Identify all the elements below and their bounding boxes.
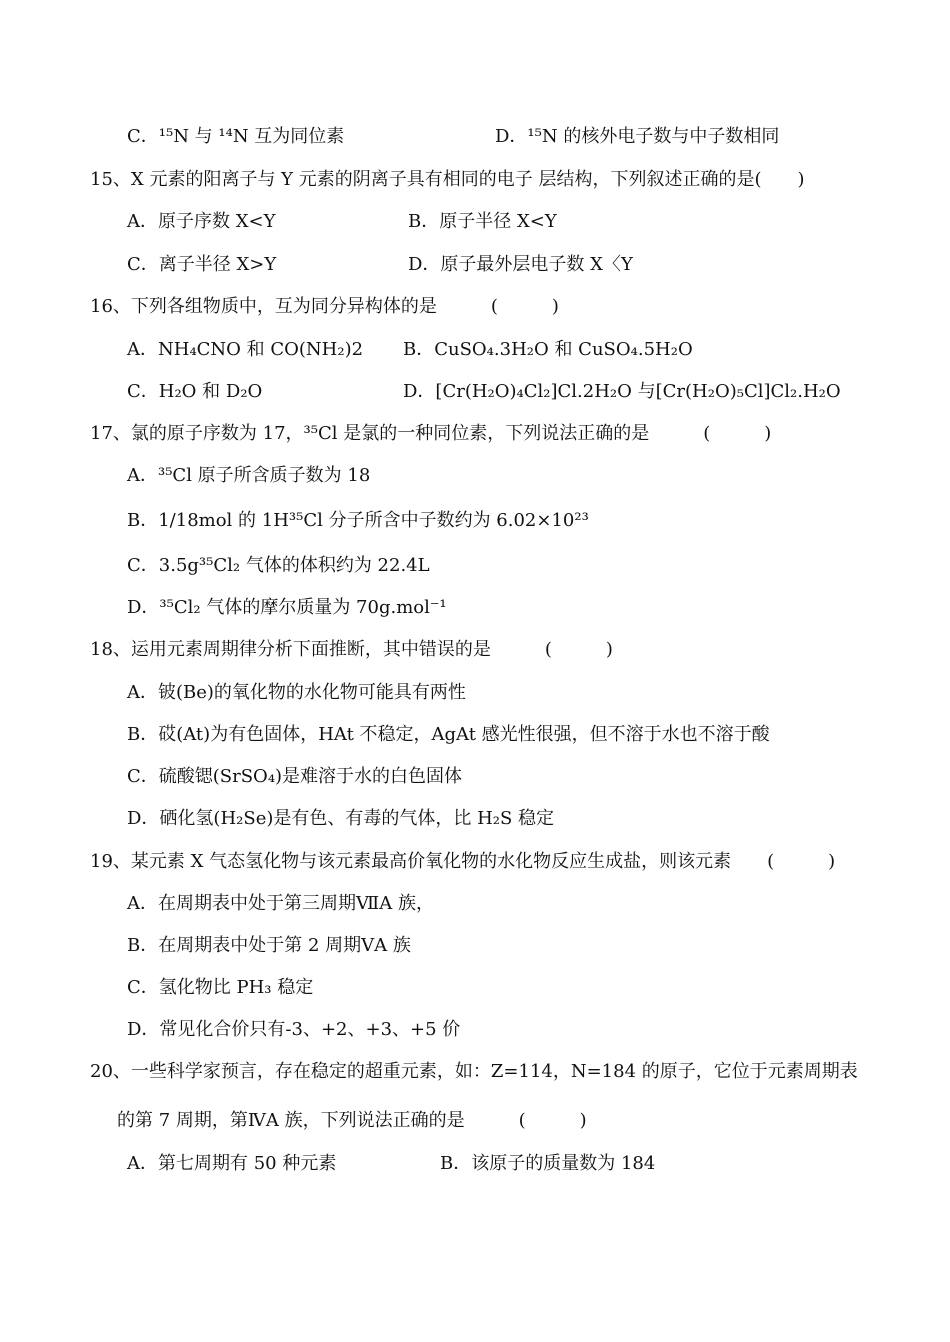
q17-option-a: A．³⁵Cl 原子所含质子数为 18 bbox=[127, 465, 371, 486]
q18-option-b: B．砹(At)为有色固体，HAt 不稳定，AgAt 感光性很强，但不溶于水也不溶于酸 bbox=[127, 724, 770, 745]
q15-option-a: A．原子序数 X<Y bbox=[127, 211, 276, 232]
q14-option-d: D．¹⁵N 的核外电子数与中子数相同 bbox=[495, 126, 780, 147]
q16-option-a: A．NH₄CNO 和 CO(NH₂)2 bbox=[127, 339, 364, 360]
question-15: 15、X 元素的阳离子与 Y 元素的阴离子具有相同的电子 层结构，下列叙述正确的是( ) bbox=[90, 169, 805, 190]
q16-option-b: B．CuSO₄.3H₂O 和 CuSO₄.5H₂O bbox=[403, 339, 693, 360]
q16-option-d: D．[Cr(H₂O)₄Cl₂]Cl.2H₂O 与[Cr(H₂O)₅Cl]Cl₂.H₂O bbox=[403, 381, 841, 402]
q19-option-c: C．氢化物比 PH₃ 稳定 bbox=[127, 977, 314, 998]
q17-option-c: C．3.5g³⁵Cl₂ 气体的体积约为 22.4L bbox=[127, 555, 430, 576]
question-20: 20、一些科学家预言，存在稳定的超重元素，如：Z=114，N=184 的原子，它位于元素周期表 bbox=[90, 1061, 858, 1082]
q15-option-d: D．原子最外层电子数 X〈Y bbox=[408, 254, 633, 275]
q14-option-c: C．¹⁵N 与 ¹⁴N 互为同位素 bbox=[127, 126, 345, 147]
q20-option-a: A．第七周期有 50 种元素 bbox=[127, 1153, 337, 1174]
q18-option-c: C．硫酸锶(SrSO₄)是难溶于水的白色固体 bbox=[127, 766, 463, 787]
q19-option-b: B．在周期表中处于第 2 周期ⅤA 族 bbox=[127, 935, 411, 956]
question-17: 17、氯的原子序数为 17，³⁵Cl 是氯的一种同位素，下列说法正确的是 ( ) bbox=[90, 423, 772, 444]
q17-option-b: B．1/18mol 的 1H³⁵Cl 分子所含中子数约为 6.02×10²³ bbox=[127, 510, 589, 531]
q20-option-b: B．该原子的质量数为 184 bbox=[440, 1153, 656, 1174]
q16-option-c: C．H₂O 和 D₂O bbox=[127, 381, 263, 402]
q19-option-d: D．常见化合价只有-3、+2、+3、+5 价 bbox=[127, 1019, 461, 1040]
q18-option-a: A．铍(Be)的氧化物的水化物可能具有两性 bbox=[127, 682, 466, 703]
question-19: 19、某元素 X 气态氢化物与该元素最高价氧化物的水化物反应生成盐，则该元素 ( ) bbox=[90, 851, 836, 872]
q15-option-b: B．原子半径 X<Y bbox=[408, 211, 557, 232]
question-18: 18、运用元素周期律分析下面推断，其中错误的是 ( ) bbox=[90, 639, 613, 660]
q17-option-d: D．³⁵Cl₂ 气体的摩尔质量为 70g.mol⁻¹ bbox=[127, 597, 447, 618]
q19-option-a: A．在周期表中处于第三周期ⅦA 族， bbox=[127, 893, 434, 914]
question-20-continued: 的第 7 周期，第ⅣA 族，下列说法正确的是 ( ) bbox=[117, 1110, 587, 1131]
question-16: 16、下列各组物质中，互为同分异构体的是 ( ) bbox=[90, 296, 559, 317]
q18-option-d: D．硒化氢(H₂Se)是有色、有毒的气体，比 H₂S 稳定 bbox=[127, 808, 555, 829]
q15-option-c: C．离子半径 X>Y bbox=[127, 254, 277, 275]
